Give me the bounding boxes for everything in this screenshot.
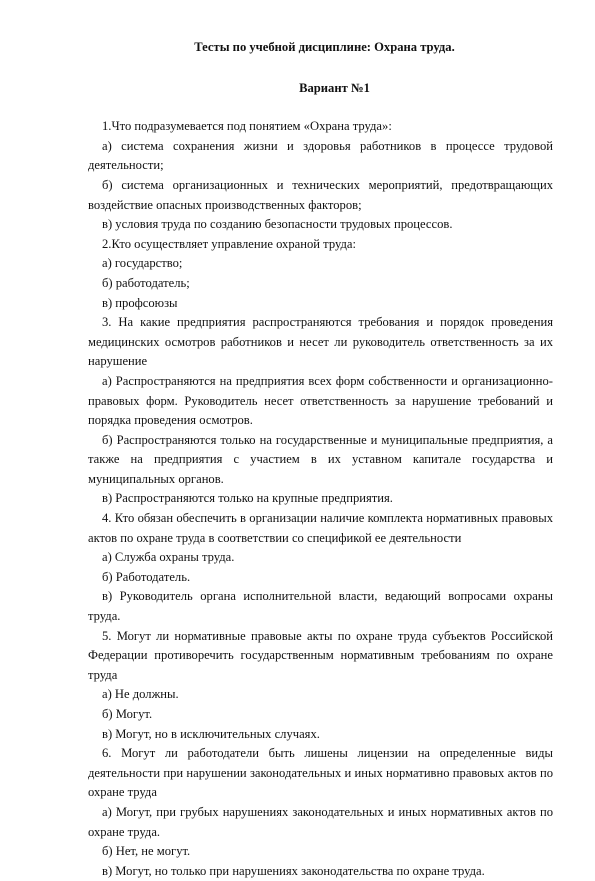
question-text: 2.Кто осуществляет управление охраной труда:	[102, 236, 356, 251]
answer-option: а) Не должны.	[102, 687, 179, 702]
question-block	[88, 627, 553, 745]
answer-option: в) Могут, но только при нарушениях законодательства по охране труда.	[102, 863, 485, 878]
question-text: 6. Могут ли работодатели быть лишены лицензии на определенные виды деятельности при нарушении законодательных и иных нормативно правовых актов по охране труда	[88, 746, 553, 800]
answer-option: а) Распространяются на предприятия всех форм собственности и организационно-правовых форм. Руководитель несет ответственность за нарушение требований и порядка проведения осмотров.	[88, 373, 553, 428]
answer-option: б) работодатель;	[102, 275, 190, 290]
question-block	[88, 744, 553, 881]
answer-option: б) система организационных и технических мероприятий, предотвращающих воздействие опасных производственных факторов;	[88, 177, 553, 212]
variant-heading: Вариант №1	[299, 80, 370, 95]
question-text: 1.Что подразумевается под понятием «Охрана труда»:	[102, 119, 392, 134]
question-block	[88, 313, 553, 509]
question-text: 3. На какие предприятия распространяются требования и порядок проведения медицинских осмотров работников и несет ли руководитель ответственность за их нарушение	[88, 315, 553, 369]
answer-option: в) Руководитель органа исполнительной власти, ведающий вопросами охраны труда.	[88, 589, 553, 624]
question-text: 4. Кто обязан обеспечить в организации наличие комплекта нормативных правовых актов по охране труда в соответствии со спецификой ее деятельности	[88, 511, 553, 545]
answer-option: а) Могут, при грубых нарушениях законодательных и иных нормативных актов по охране труда.	[88, 804, 553, 839]
answer-option: а) система сохранения жизни и здоровья работников в процессе трудовой деятельности;	[88, 138, 553, 173]
question-block	[88, 235, 553, 313]
answer-option: в) Могут, но в исключительных случаях.	[102, 726, 320, 741]
answer-option: б) Работодатель.	[102, 569, 191, 584]
answer-option: в) условия труда по созданию безопасности трудовых процессов.	[102, 217, 453, 232]
answer-option: а) Служба охраны труда.	[102, 550, 235, 565]
question-text: 5. Могут ли нормативные правовые акты по охране труда субъектов Российской Федерации противоречить государственным нормативным требованиям по охране труда	[88, 628, 553, 682]
document-title: Тесты по учебной дисциплине: Охрана труда.	[194, 40, 455, 54]
document-page	[88, 38, 553, 881]
answer-option: а) государство;	[102, 256, 183, 271]
answer-option: б) Могут.	[102, 707, 153, 721]
answer-option: в) профсоюзы	[102, 295, 178, 310]
question-block	[88, 117, 553, 235]
question-block	[88, 509, 553, 627]
answer-option: б) Распространяются только на государственные и муниципальные предприятия, а также на предприятия с участием в их уставном капитале государства и муниципальных органов.	[88, 432, 553, 486]
answer-option: в) Распространяются только на крупные предприятия.	[102, 491, 393, 506]
answer-option: б) Нет, не могут.	[102, 844, 191, 859]
